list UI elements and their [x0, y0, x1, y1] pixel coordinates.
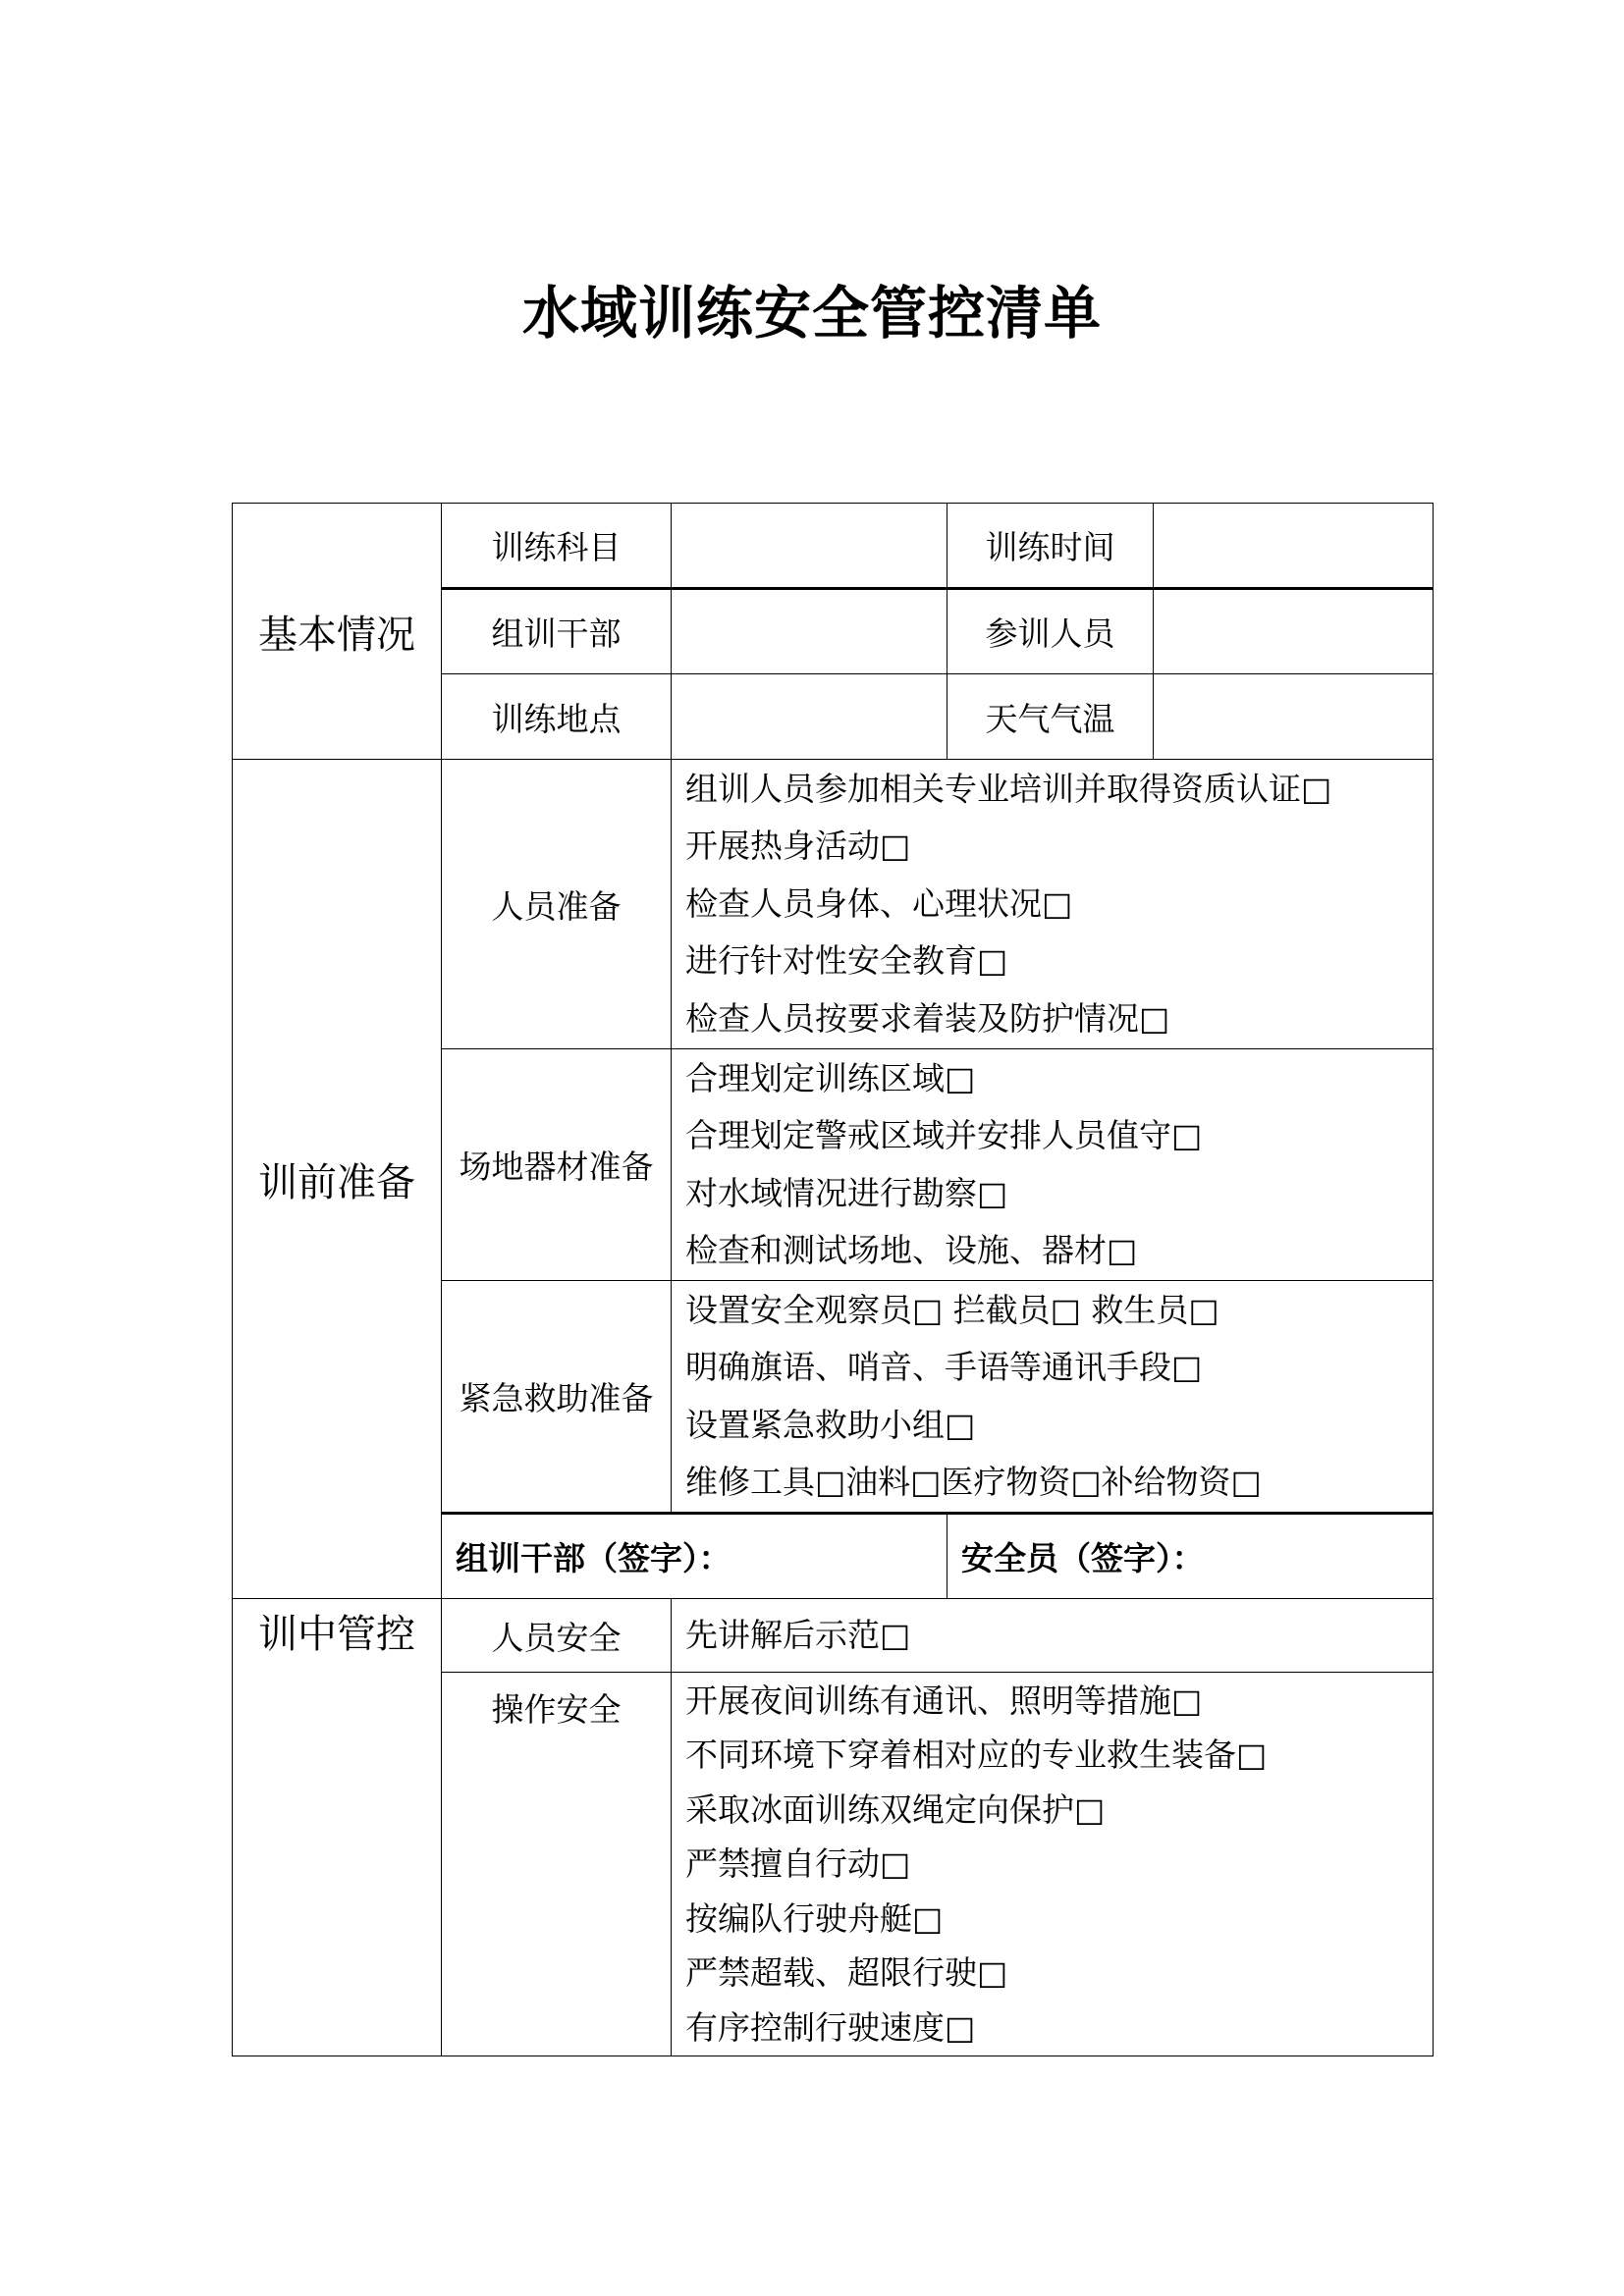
label-emergency-prep: 紧急救助准备	[442, 1281, 672, 1514]
checklist-item[interactable]: 检查人员身体、心理状况□	[685, 883, 1073, 923]
label-weather: 天气气温	[947, 674, 1154, 760]
checklist-item[interactable]: 严禁擅自行动□	[685, 1844, 911, 1884]
value-organizer[interactable]	[672, 589, 947, 674]
label-personnel-prep: 人员准备	[442, 760, 672, 1049]
label-participants: 参训人员	[947, 589, 1154, 674]
checklist-item[interactable]: 进行针对性安全教育□	[685, 941, 1008, 981]
checklist-item[interactable]: 采取冰面训练双绳定向保护□	[685, 1789, 1106, 1829]
personnel-prep-list	[672, 760, 1434, 1049]
category-during-training: 训中管控	[233, 1599, 442, 2056]
checklist-item[interactable]: 按编队行驶舟艇□	[685, 1898, 944, 1938]
checklist-item[interactable]: 组训人员参加相关专业培训并取得资质认证□	[685, 769, 1332, 808]
checklist-item[interactable]: 有序控制行驶速度□	[685, 2007, 976, 2047]
checklist-item[interactable]: 对水域情况进行勘察□	[685, 1173, 1008, 1212]
signature-officer[interactable]: 组训干部（签字）：	[442, 1514, 947, 1599]
category-basic: 基本情况	[233, 504, 442, 760]
category-pre-training: 训前准备	[233, 760, 442, 1599]
label-operation-safety: 操作安全	[442, 1673, 672, 2056]
site-equipment-list	[672, 1049, 1434, 1281]
operation-safety-list	[672, 1673, 1434, 2056]
value-location[interactable]	[672, 674, 947, 760]
value-training-subject[interactable]	[672, 504, 947, 589]
checklist-item[interactable]: 先讲解后示范□	[685, 1615, 911, 1654]
emergency-prep-list	[672, 1281, 1434, 1514]
value-training-time[interactable]	[1154, 504, 1434, 589]
label-location: 训练地点	[442, 674, 672, 760]
value-weather[interactable]	[1154, 674, 1434, 760]
label-personnel-safety: 人员安全	[442, 1599, 672, 1673]
value-participants[interactable]	[1154, 589, 1434, 674]
checklist-item[interactable]: 开展夜间训练有通讯、照明等措施□	[685, 1681, 1203, 1720]
checklist-item[interactable]: 设置安全观察员□ 拦截员□ 救生员□	[685, 1290, 1219, 1329]
personnel-safety-list	[672, 1599, 1434, 1673]
checklist-item[interactable]: 严禁超载、超限行驶□	[685, 1953, 1008, 1993]
checklist-item[interactable]: 合理划定警戒区域并安排人员值守□	[685, 1116, 1203, 1154]
checklist-item[interactable]: 开展热身活动□	[685, 827, 911, 866]
checklist-item[interactable]: 检查和测试场地、设施、器材□	[685, 1231, 1138, 1269]
label-organizer: 组训干部	[442, 589, 672, 674]
document-title: 水域训练安全管控清单	[521, 280, 1102, 347]
checklist-item[interactable]: 合理划定训练区域□	[685, 1058, 976, 1097]
checklist-item[interactable]: 维修工具□油料□医疗物资□补给物资□	[685, 1463, 1262, 1501]
label-training-time: 训练时间	[947, 504, 1154, 589]
label-training-subject: 训练科目	[442, 504, 672, 589]
safety-checklist-table	[232, 503, 1434, 2056]
signature-safety-officer[interactable]: 安全员（签字）：	[947, 1514, 1434, 1599]
checklist-item[interactable]: 检查人员按要求着装及防护情况□	[685, 998, 1170, 1038]
label-site-equipment-prep: 场地器材准备	[442, 1049, 672, 1281]
checklist-item[interactable]: 不同环境下穿着相对应的专业救生装备□	[685, 1735, 1268, 1775]
checklist-item[interactable]: 设置紧急救助小组□	[685, 1405, 976, 1444]
checklist-item[interactable]: 明确旗语、哨音、手语等通讯手段□	[685, 1348, 1203, 1386]
